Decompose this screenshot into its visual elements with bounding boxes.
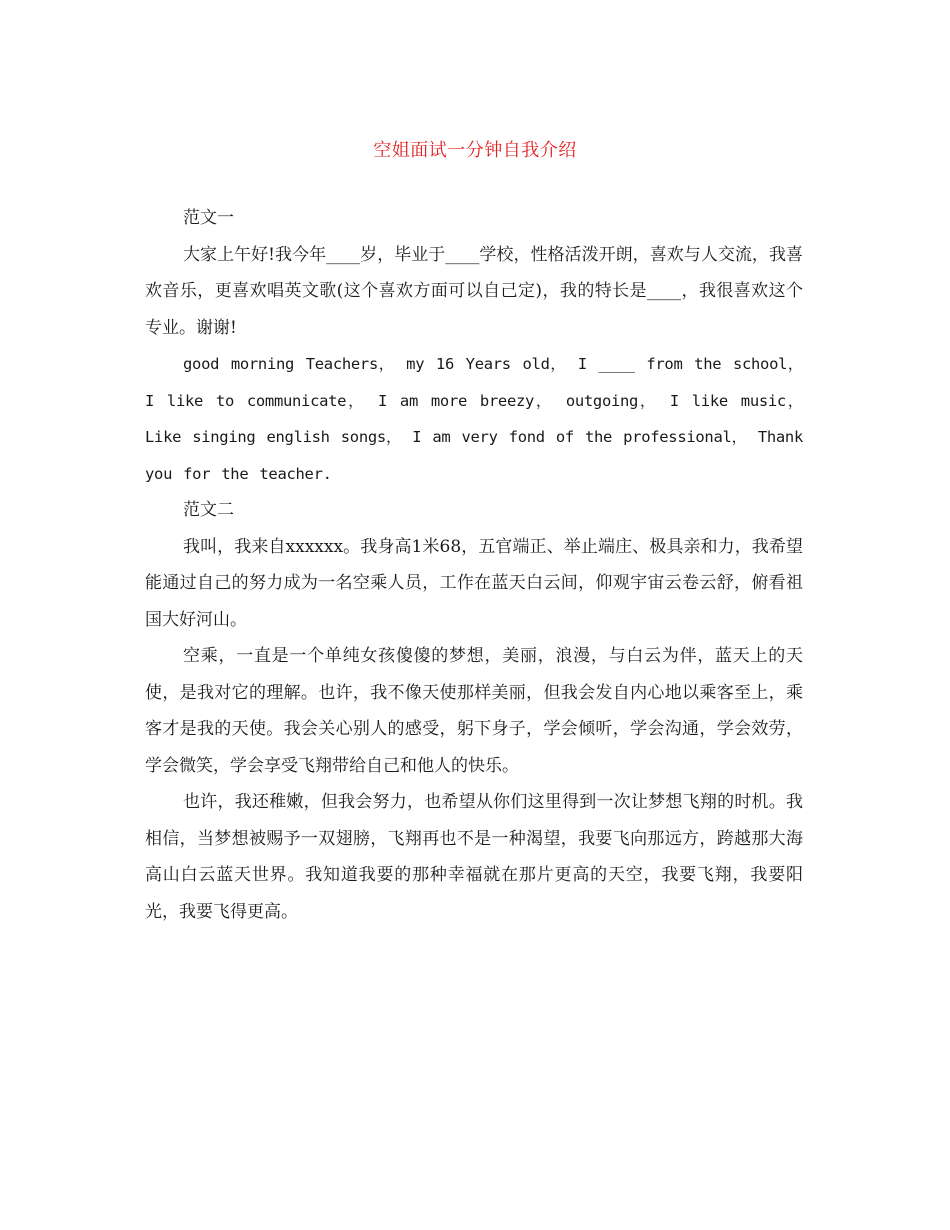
- section-heading-1: 范文一: [183, 208, 234, 228]
- paragraph-english-intro: good morning Teachers， my 16 Years old， I ____ from the school， I like to communicate， I am more breezy， outgoing， I like music， Like singing english songs， I am very fond of the professional， Thank you for the teacher.: [145, 355, 803, 483]
- document-body: [145, 200, 803, 930]
- paragraph-aspiration: 也许，我还稚嫩，但我会努力，也希望从你们这里得到一次让梦想飞翔的时机。我相信，当梦想被赐予一双翅膀，飞翔再也不是一种渴望，我要飞向那远方，跨越那大海高山白云蓝天世界。我知道我要的那种幸福就在那片更高的天空，我要飞翔，我要阳光，我要飞得更高。: [145, 792, 803, 922]
- document-title: 空姐面试一分钟自我介绍: [373, 140, 577, 161]
- paragraph-chinese-intro: 大家上午好!我今年____岁，毕业于____学校，性格活泼开朗，喜欢与人交流，我喜欢音乐，更喜欢唱英文歌(这个喜欢方面可以自己定)，我的特长是____，我很喜欢这个专业。谢谢!: [145, 244, 803, 338]
- section-heading-2: 范文二: [183, 500, 234, 520]
- paragraph-dream: 空乘，一直是一个单纯女孩傻傻的梦想，美丽，浪漫，与白云为伴，蓝天上的天使，是我对它的理解。也许，我不像天使那样美丽，但我会发自内心地以乘客至上，乘客才是我的天使。我会关心别人的感受，躬下身子，学会倾听，学会沟通，学会效劳，学会微笑，学会享受飞翔带给自己和他人的快乐。: [145, 646, 803, 776]
- paragraph-self-description: 我叫，我来自xxxxxx。我身高1米68，五官端正、举止端庄、极具亲和力，我希望能通过自己的努力成为一名空乘人员，工作在蓝天白云间，仰观宇宙云卷云舒，俯看祖国大好河山。: [145, 536, 803, 630]
